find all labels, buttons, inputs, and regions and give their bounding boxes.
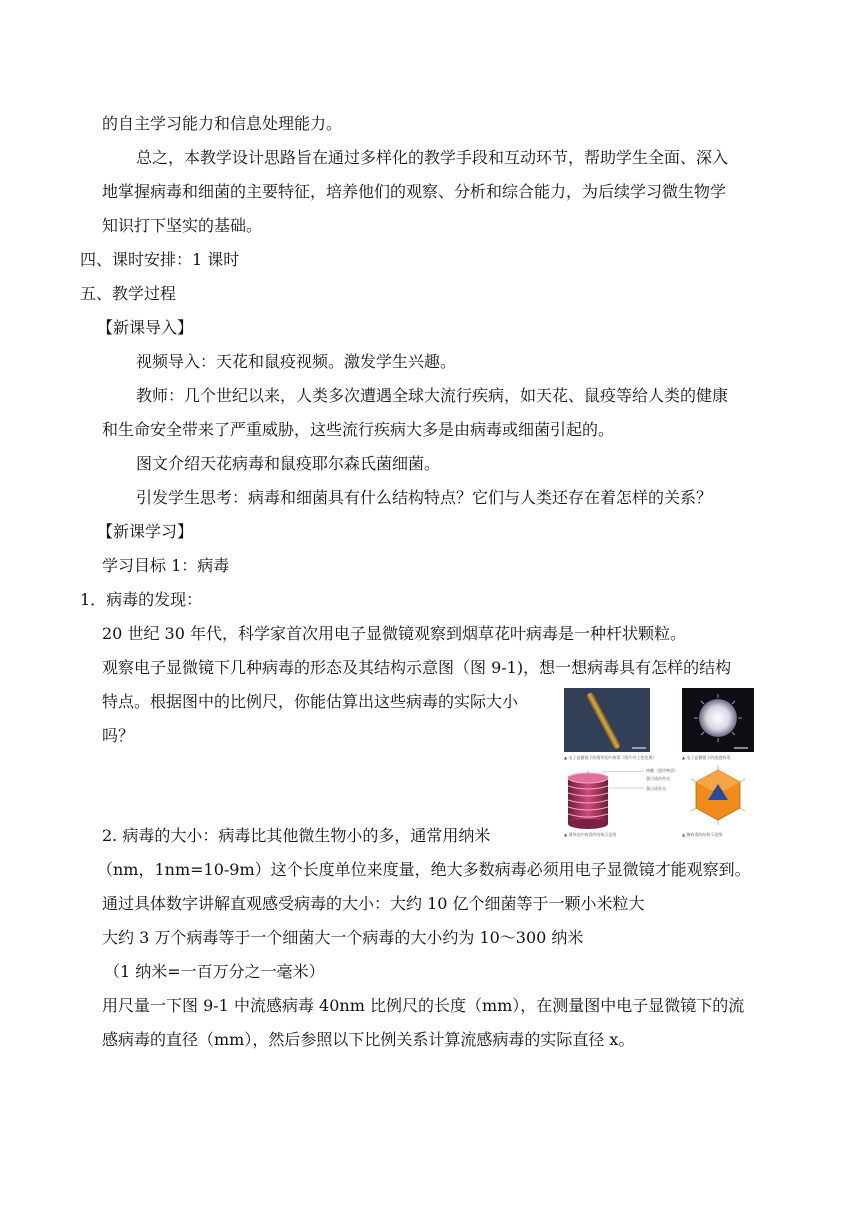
paragraph-line: 引发学生思考：病毒和细菌具有什么结构特点？它们与人类还存在着怎样的关系？ [136, 488, 713, 507]
caption-adenovirus-structure: ▲ 腺病毒的结构示意图 [682, 832, 723, 837]
paragraph-line: （1 纳米=一百万分之一毫米） [104, 962, 325, 981]
flu-virus-particle [699, 699, 737, 737]
numbered-heading: 1．病毒的发现： [80, 590, 203, 609]
subsection-heading-intro: 【新课导入】 [97, 318, 194, 337]
caption-flu-em: ▲ 电子显微镜下的流感病毒 [682, 755, 731, 760]
label-protein-shell: 蛋白质外壳 [646, 786, 666, 791]
paragraph-line: 和生命安全带来了严重威胁，这些流行疾病大多是由病毒或细菌引起的。 [102, 420, 615, 439]
paragraph-line: 特点。根据图中的比例尺，你能估算出这些病毒的实际大小 [102, 692, 519, 711]
learning-goal: 学习目标 1：病毒 [102, 556, 230, 575]
paragraph-line: 视频导入：天花和鼠疫视频。激发学生兴趣。 [136, 352, 457, 371]
paragraph-line: 的自主学习能力和信息处理能力。 [102, 114, 343, 133]
paragraph-line: 总之，本教学设计思路旨在通过多样化的教学手段和互动环节，帮助学生全面、深入 [136, 148, 729, 167]
paragraph-line: 感病毒的直径（mm），然后参照以下比例关系计算流感病毒的实际直径 x。 [102, 1030, 635, 1049]
section-heading-process: 五、教学过程 [80, 284, 177, 303]
paragraph-line: 通过具体数字讲解直观感受病毒的大小：大约 10 亿个细菌等于一颗小米粒大 [102, 894, 645, 913]
caption-tobacco-structure: ▲ 烟草花叶病毒的结构示意图 [564, 832, 617, 837]
paragraph-line: 图文介绍天花病毒和鼠疫耶尔森氏菌细菌。 [136, 454, 441, 473]
virus-figure-svg [562, 686, 762, 842]
paragraph-line: 教师：几个世纪以来，人类多次遭遇全球大流行疾病，如天花、鼠疫等给人类的健康 [136, 386, 729, 405]
paragraph-line: 吗？ [102, 726, 135, 745]
subsection-heading-learning: 【新课学习】 [97, 522, 194, 541]
paragraph-line: 用尺量一下图 9-1 中流感病毒 40nm 比例尺的长度（mm），在测量图中电子显微镜下的流 [102, 996, 745, 1015]
label-outer-shell: 蛋白质的外壳 [646, 776, 670, 781]
numbered-heading: 2. 病毒的大小：病毒比其他微生物小的多，通常用纳米 [102, 826, 491, 845]
paragraph-line: 大约 3 万个病毒等于一个细菌大一个病毒的大小约为 10～300 纳米 [102, 928, 584, 947]
caption-tobacco-em: ▲ 电子显微镜下的烟草花叶病毒（图片经上色处理） [564, 755, 657, 760]
paragraph-line: 知识打下坚实的基础。 [102, 216, 263, 235]
virus-figure [562, 686, 762, 842]
tobacco-structure-diagram [568, 770, 608, 829]
paragraph-line: 20 世纪 30 年代，科学家首次用电子显微镜观察到烟草花叶病毒是一种杆状颗粒。 [102, 624, 686, 643]
paragraph-line: 观察电子显微镜下几种病毒的形态及其结构示意图（图 9-1)，想一想病毒具有怎样的结构 [102, 658, 732, 677]
paragraph-line: 地掌握病毒和细菌的主要特征，培养他们的观察、分析和综合能力，为后续学习微生物学 [102, 182, 727, 201]
adenovirus-structure-diagram [691, 765, 745, 825]
label-nucleic-acid: 核酸（遗传物质） [646, 768, 678, 773]
paragraph-line: （nm，1nm=10-9m）这个长度单位来度量，绝大多数病毒必须用电子显微镜才能观察到。 [97, 860, 751, 879]
section-heading-schedule: 四、课时安排：1 课时 [80, 250, 240, 269]
